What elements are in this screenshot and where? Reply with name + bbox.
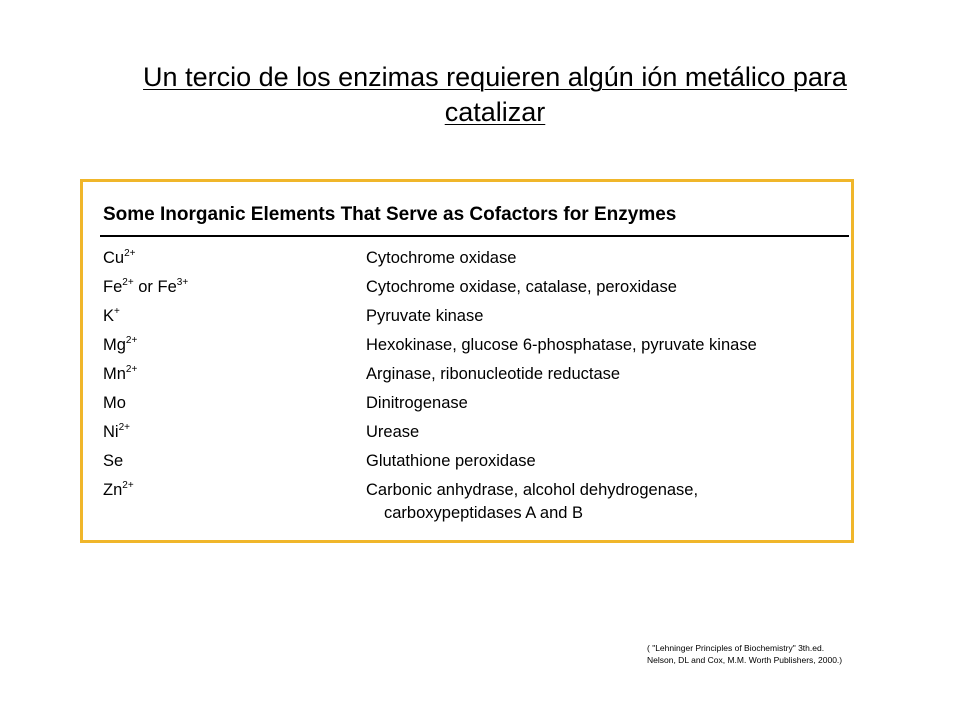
element-symbol: Mn [103, 365, 126, 383]
element-symbol: Se [103, 452, 124, 470]
enzymes-cell: Urease [366, 423, 420, 441]
enzymes-cell: Cytochrome oxidase, catalase, peroxidase [366, 278, 677, 296]
element-cell [103, 305, 120, 327]
enzymes-cell: Hexokinase, glucose 6-phosphatase, pyruvate kinase [366, 336, 757, 354]
table-row [103, 389, 843, 418]
element-cell [103, 247, 136, 269]
citation-line-1: ( "Lehninger Principles of Biochemistry" 3th.ed. [647, 643, 825, 653]
table-row [103, 302, 843, 331]
element-symbol: Mg [103, 336, 126, 354]
element-cell [103, 334, 137, 356]
citation [647, 642, 842, 666]
element-cell [103, 479, 134, 501]
element-charge-alt: 3+ [176, 277, 189, 288]
element-symbol: Zn [103, 481, 123, 499]
enzymes-cell: Pyruvate kinase [366, 307, 484, 325]
element-cell [103, 450, 123, 472]
table-row [103, 273, 843, 302]
element-charge: 2+ [122, 277, 134, 288]
element-charge: + [114, 306, 120, 317]
element-cell [103, 421, 130, 443]
table-row [103, 418, 843, 447]
table-row [103, 331, 843, 360]
enzymes-cell: Glutathione peroxidase [366, 452, 536, 470]
table-heading: Some Inorganic Elements That Serve as Cofactors for Enzymes [103, 204, 677, 225]
table-row [103, 244, 843, 273]
element-cell [103, 363, 137, 385]
element-cell [103, 276, 188, 298]
element-symbol: Cu [103, 249, 125, 267]
element-charge: 2+ [118, 422, 130, 433]
enzymes-cell: Arginase, ribonucleotide reductase [366, 365, 621, 383]
enzymes-cell: Dinitrogenase [366, 394, 468, 412]
element-charge: 2+ [122, 480, 134, 491]
table-row [103, 447, 843, 476]
citation-line-2: Nelson, DL and Cox, M.M. Worth Publishers, 2000.) [647, 655, 843, 665]
table-row [103, 476, 843, 522]
enzymes-cell: Cytochrome oxidase [366, 249, 517, 267]
slide-title-line-2: catalizar [444, 97, 546, 127]
element-symbol: Fe [103, 278, 123, 296]
slide-title-line-1: Un tercio de los enzimas requieren algún ión metálico para [143, 62, 847, 92]
enzymes-text-continued: carboxypeptidases A and B [384, 504, 584, 522]
table-header-rule [100, 235, 849, 237]
table-body [103, 244, 843, 522]
element-charge: 2+ [124, 248, 136, 259]
cofactor-table [80, 179, 854, 543]
enzymes-text: Carbonic anhydrase, alcohol dehydrogenase, [366, 481, 699, 499]
element-symbol: Mo [103, 394, 126, 412]
enzymes-cell [366, 479, 698, 525]
element-symbol: K [103, 307, 115, 325]
element-or-text: or [133, 278, 158, 296]
element-symbol-alt: Fe [157, 278, 177, 296]
slide-title [60, 60, 930, 130]
table-row [103, 360, 843, 389]
element-charge: 2+ [125, 335, 138, 346]
element-charge: 2+ [125, 364, 138, 375]
element-cell [103, 392, 126, 414]
element-symbol: Ni [103, 423, 119, 441]
